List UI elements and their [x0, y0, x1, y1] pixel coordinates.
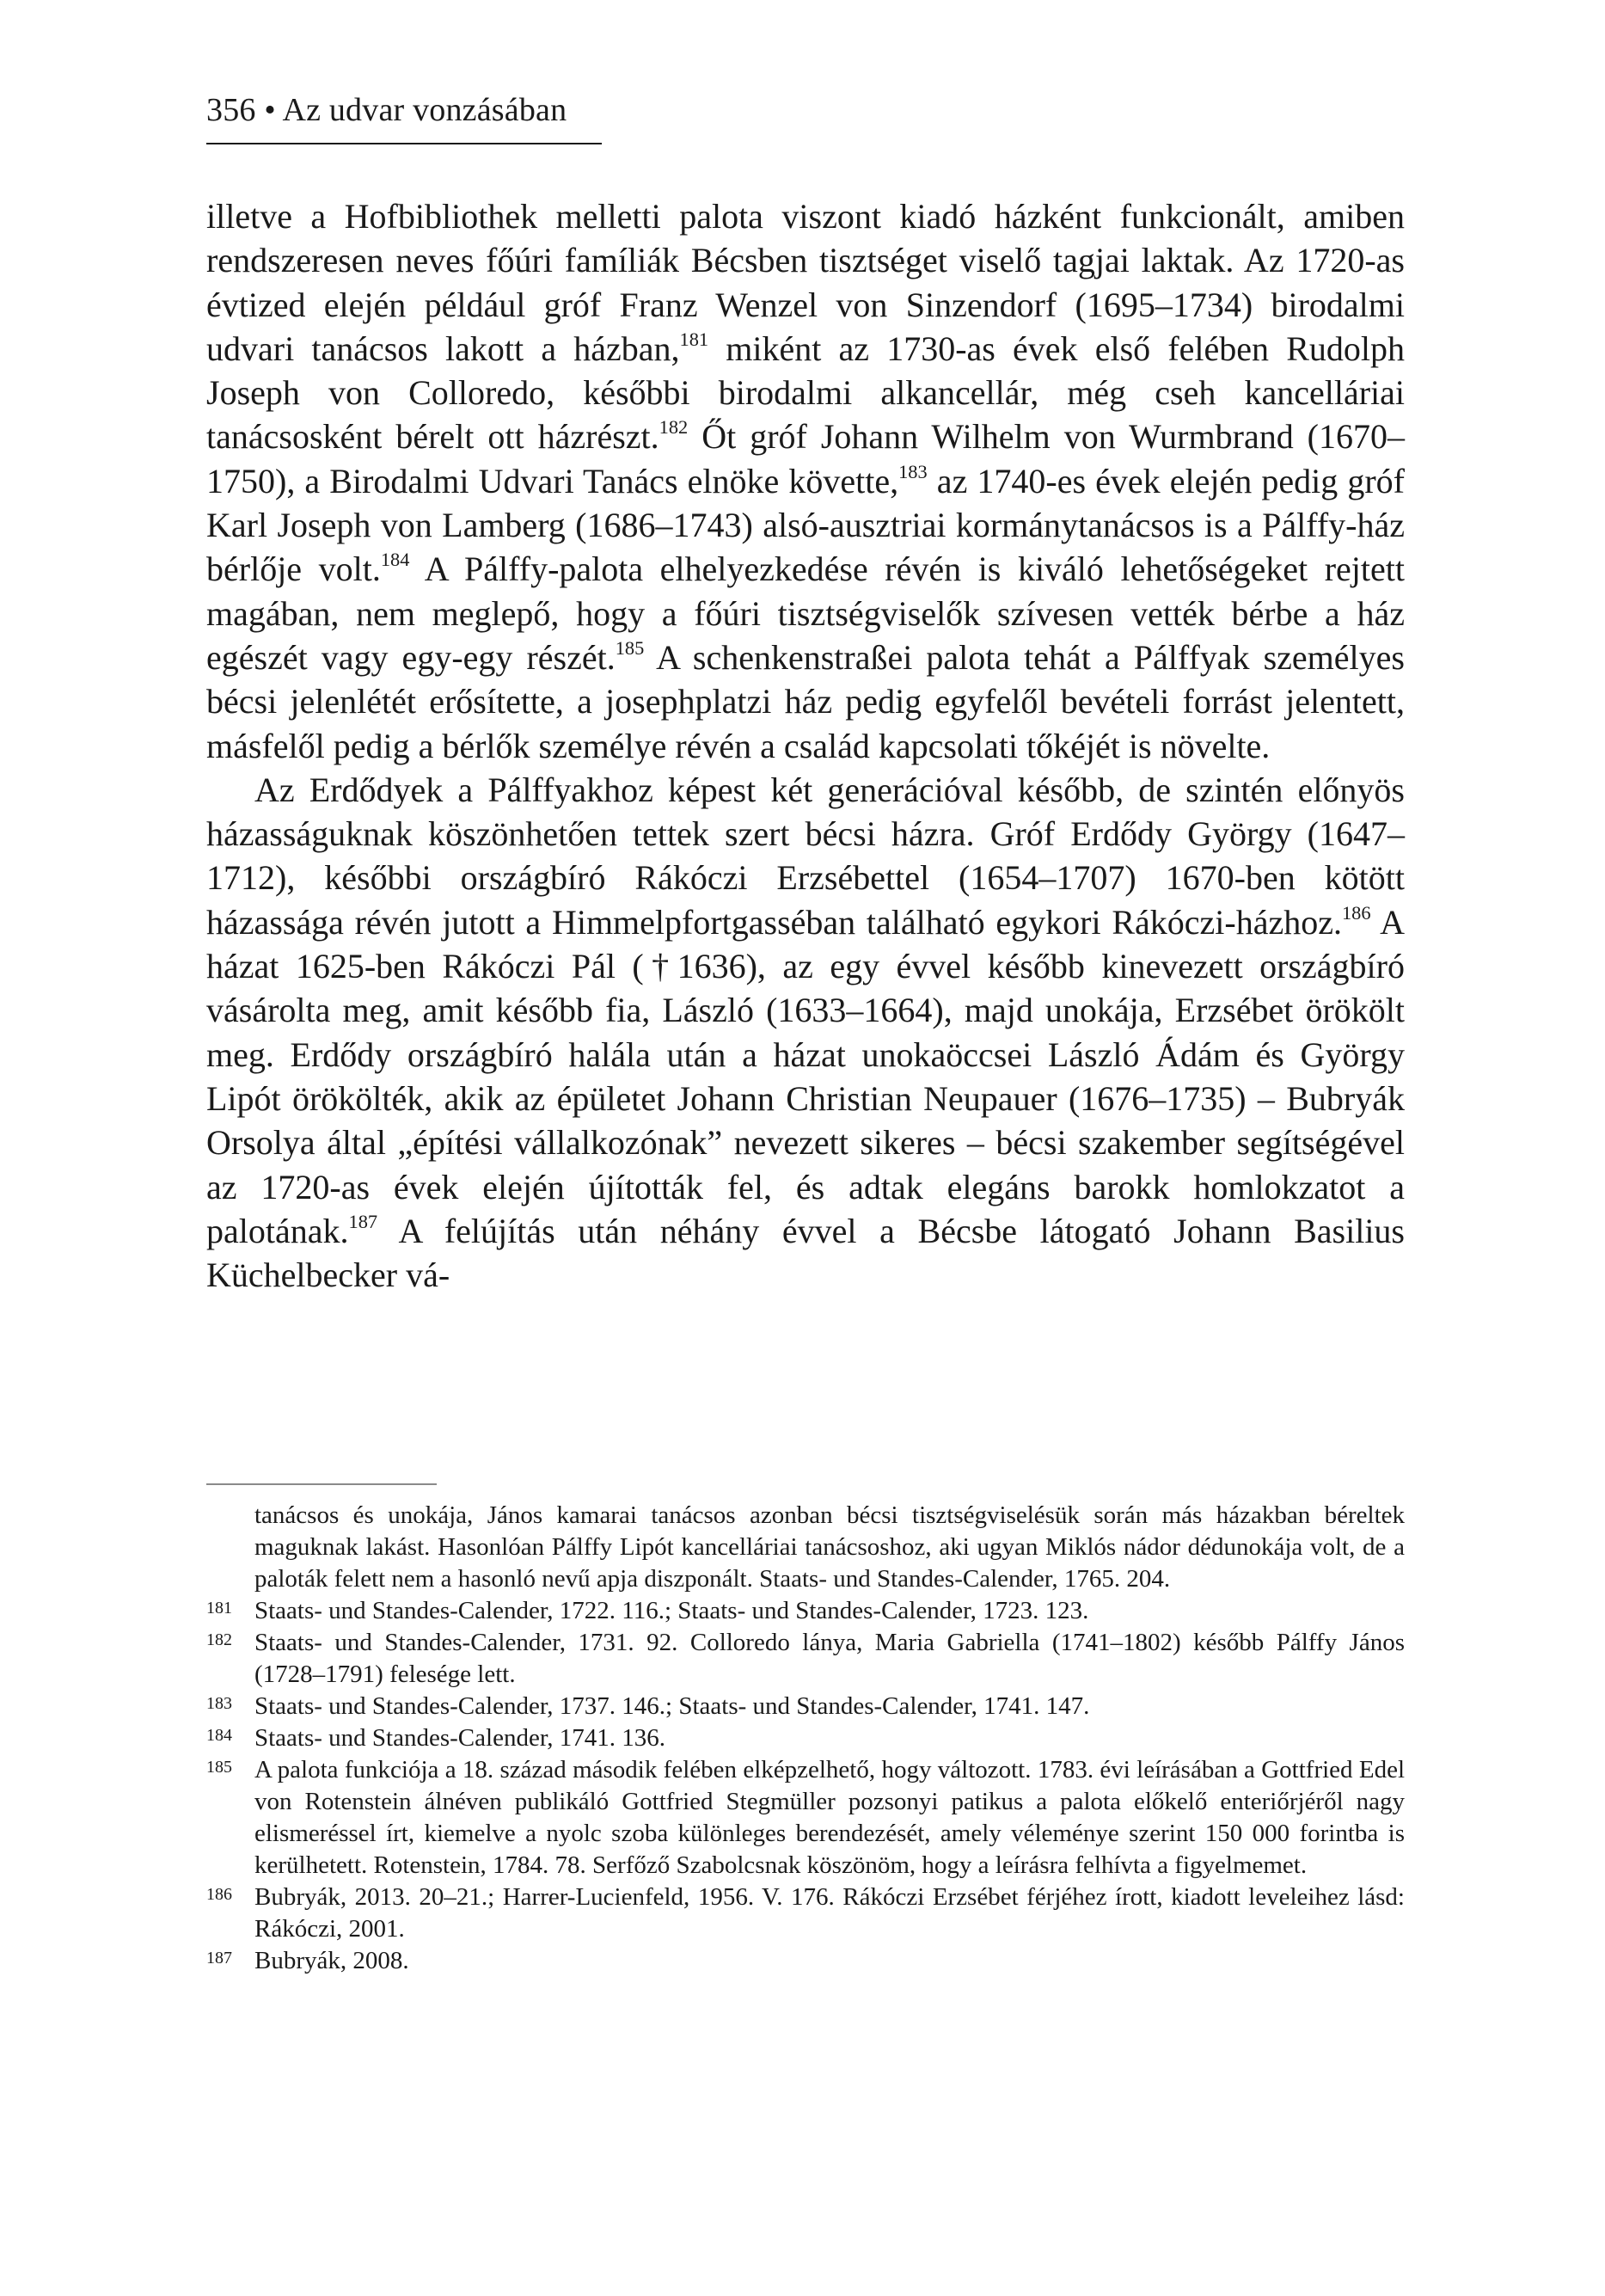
running-title: Az udvar vonzásában — [282, 92, 567, 128]
text-run: A házat 1625-ben Rákóczi Pál (†1636), az egy évvel később kinevezett országbíró vásárolta meg, amit később fia, László (1633–1664), majd unokája, Erzsébet örökölt meg. Erdődy országbíró halála után a házat unokaöccsei László Ádám és György Lipót örökölték, akik az épületet Johann Christian Neupauer (1676–1735) – Bubryák Orsolya által „építési vállalkozónak” nevezett sikeres – bécsi szakember segítségével az 1720-as évek elején újították fel, és adtak elegáns barokk homlokzatot a palotának. — [206, 902, 1405, 1250]
footnote-ref-181[interactable]: 181 — [679, 328, 709, 351]
footnote-185 — [206, 1754, 1405, 1882]
footnote-number: 185 — [206, 1758, 232, 1777]
main-text — [206, 194, 1405, 1297]
footnote-186 — [206, 1882, 1405, 1945]
text-run: miként az 1730-as évek első felében Rudolph Joseph von Colloredo, későbbi birodalmi alkancellár, még cseh kancelláriai tanácsosként bérelt ott házrészt. — [206, 328, 1406, 457]
footnote-184 — [206, 1722, 1405, 1754]
footnote-text: Bubryák, 2008. — [254, 1947, 409, 1974]
footnote-ref-185[interactable]: 185 — [615, 637, 645, 660]
footnote-text: Staats- und Standes-Calender, 1741. 136. — [254, 1724, 666, 1752]
footnote-ref-183[interactable]: 183 — [898, 460, 928, 482]
footnote-ref-186[interactable]: 186 — [1341, 901, 1371, 924]
footnote-text: Staats- und Standes-Calender, 1737. 146.; Staats- und Standes-Calender, 1741. 147. — [254, 1692, 1090, 1720]
footnote-number: 182 — [206, 1630, 232, 1649]
footnote-number: 187 — [206, 1949, 232, 1968]
footnote-continuation: tanácsos és unokája, János kamarai tanácsos azonban bécsi tisztségviselésük során más házakban béreltek maguknak lakást. Hasonlóan Pálffy Lipót kancelláriai tanácsoshoz, aki ugyan Miklós nádor dédunokája volt, de a paloták felett nem a hasonló nevű apja diszponált. Staats- und Standes-Calender, 1765. 204. — [254, 1501, 1405, 1593]
text-run: Őt gróf Johann Wilhelm von Wurmbrand (1670–1750), a Birodalmi Udvari Tanács elnöke követte, — [206, 417, 1406, 500]
text-run: A schenkenstraßei palota tehát a Pálffyak személyes bécsi jelenlétét erősítette, a josephplatzi ház pedig egyfelől bevételi forrást jelentett, másfelől pedig a bérlők személye révén a család kapcsolati tőkéjét is növelte. — [206, 637, 1405, 765]
text-run: A Pálffy-palota elhelyezkedése révén is kiváló lehetőségeket rejtett magában, nem meglepő, hogy a főúri tisztségviselők szívesen vették bérbe a ház egészét vagy egy-egy részét. — [206, 549, 1405, 677]
footnote-182 — [206, 1627, 1405, 1691]
running-head — [206, 89, 602, 131]
footnote-181 — [206, 1595, 1405, 1627]
footnote-183 — [206, 1691, 1405, 1722]
footnote-number: 183 — [206, 1694, 232, 1713]
paragraph — [206, 768, 1405, 1298]
text-run: Az Erdődyek a Pálffyakhoz képest két generációval később, de szintén előnyös házasságuknak köszönhetően tettek szert bécsi házra. Gróf Erdődy György (1647–1712), későbbi országbíró Rákóczi Erzsébettel (1654–1707) 1670-ben kötött házassága révén jutott a Himmelpfortgasséban található egykori Rákóczi-házhoz. — [206, 770, 1405, 942]
footnote-text: Staats- und Standes-Calender, 1731. 92. Colloredo lánya, Maria Gabriella (1741–1802) később Pálffy János (1728–1791) felesége lett. — [254, 1629, 1405, 1688]
footnote-text: Bubryák, 2013. 20–21.; Harrer-Lucienfeld, 1956. V. 176. Rákóczi Erzsébet férjéhez írott, kiadott leveleihez lásd: Rákóczi, 2001. — [254, 1883, 1405, 1943]
text-run: az 1740-es évek elején pedig gróf Karl Joseph von Lamberg (1686–1743) alsó-ausztriai kormánytanácsos is a Pálffy-ház bérlője volt. — [206, 461, 1405, 589]
footnote-text: A palota funkciója a 18. század második felében elképzelhető, hogy változott. 1783. évi leírásában a Gottfried Edel von Rotenstein álnéven publikáló Gottfried Stegmüller pozsonyi patikus a palota előkelő enteriőrjéről nagy elismeréssel írt, kiemelve a nyolc szoba különleges berendezését, amely véleménye szerint 150 000 forintba is kerülhetett. Rotenstein, 1784. 78. Serfőző Szabolcsnak köszönöm, hogy a leírásra felhívta a figyelmemet. — [254, 1756, 1405, 1879]
footnote-187 — [206, 1945, 1405, 1977]
footnote-number: 181 — [206, 1599, 232, 1618]
footnotes — [206, 1500, 1405, 1977]
footnote-separator — [206, 1483, 437, 1485]
page-number: 356 — [206, 92, 256, 128]
footnote-ref-182[interactable]: 182 — [659, 416, 689, 439]
text-run: A felújítás után néhány évvel a Bécsbe látogató Johann Basilius Küchelbecker vá- — [206, 1211, 1405, 1295]
bullet-separator: • — [264, 92, 276, 128]
footnote-number: 186 — [206, 1885, 232, 1904]
text-run: illetve a Hofbibliothek melletti palota viszont kiadó házként funkcionált, amiben rendszeresen neves főúri famíliák Bécsben tisztséget viselő tagjai laktak. Az 1720-as évtized elején például gróf Franz Wenzel von Sinzendorf (1695–1734) birodalmi udvari tanácsos lakott a házban, — [206, 197, 1405, 368]
header-rule — [206, 143, 602, 144]
footnote-ref-184[interactable]: 184 — [380, 549, 410, 571]
footnote-number: 184 — [206, 1726, 232, 1745]
paragraph — [206, 194, 1405, 768]
footnote-ref-187[interactable]: 187 — [348, 1211, 378, 1233]
footnote-text: Staats- und Standes-Calender, 1722. 116.; Staats- und Standes-Calender, 1723. 123. — [254, 1597, 1089, 1624]
